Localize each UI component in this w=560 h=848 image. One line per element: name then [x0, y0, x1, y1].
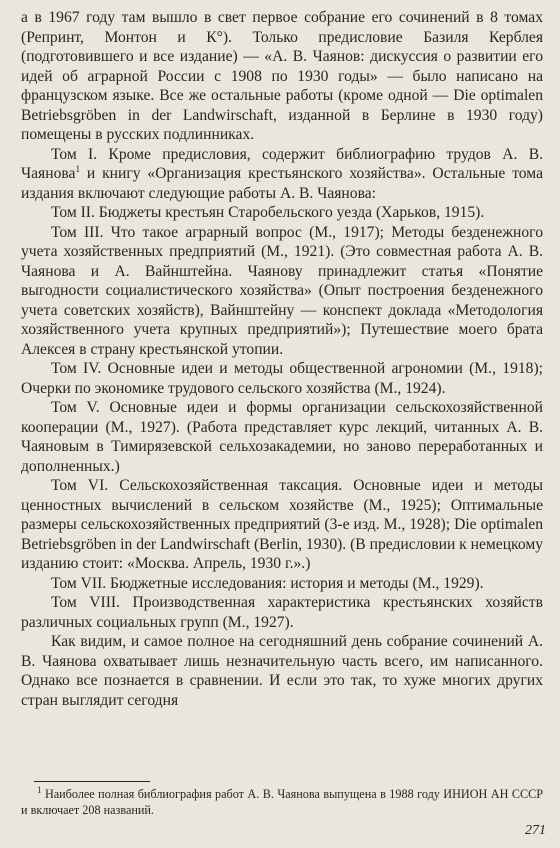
paragraph-conclusion: Как видим, и самое полное на сегодняшний день собрание сочинений А. В. Чаянова охватывает лишь незначительную часть всего, им написанного. Однако все познается в сравнении. И если это так, то хуже многих других стран выглядит сегодня [21, 633, 543, 709]
paragraph-volume-1-start: Том I. Кроме предисловия, содержит библиографию трудов А. В. Чаянова [21, 145, 543, 182]
paragraph-volume-3: Том III. Что такое аграрный вопрос (М., 1917); Методы безденежного учета хозяйственных предприятий (М., 1921). (Это совместная работа А. В. Чаянова и А. Вайнштейна. Чаянову принадлежит статья «Понятие выгодности социалистического хозяйства» (Опыт построения безденежного учета советских хозяйств), Вайнштейну — конспект доклада «Методология хозяйственного учета крупных предприятий»); Путешествие моего брата Алексея в страну крестьянской утопии. [21, 223, 543, 358]
footnote [21, 786, 543, 818]
footnote-mark: 1 [37, 784, 42, 795]
footnote-ref: 1 [75, 163, 80, 174]
paragraph-volume-8: Том VIII. Производственная характеристика крестьянских хозяйств различных социальных групп (М., 1927). [21, 594, 543, 631]
paragraph-volume-1 [21, 145, 543, 204]
footnote-text: Наиболее полная библиография работ А. В. Чаянова выпущена в 1988 году ИНИОН АН СССР и включает 208 названий. [21, 787, 543, 817]
paragraph-volume-4: Том IV. Основные идеи и методы общественной агрономии (М., 1918); Очерки по экономике трудового сельского хозяйства (М., 1924). [21, 360, 543, 397]
paragraph-volume-2: Том II. Бюджеты крестьян Старобельского уезда (Харьков, 1915). [51, 204, 485, 221]
paragraph-volume-1-end: и книгу «Организация крестьянского хозяйства». Остальные тома издания включают следующие работы А. В. Чаянова: [21, 165, 543, 202]
footnote-rule [34, 781, 150, 782]
main-text [21, 8, 543, 710]
page-number: 271 [525, 823, 546, 838]
paragraph-volume-6: Том VI. Сельскохозяйственная таксация. Основные идеи и методы ценностных вычислений в сельском хозяйстве (М., 1925); Оптимальные размеры сельскохозяйственных предприятий (3-е изд. М., 1928); Die optimalen Betriebsgröben in der Landwirschaft (Berlin, 1930). (В предисловии к немецкому изданию стоит: «Москва. Апрель, 1930 г.».) [21, 477, 544, 572]
paragraph-1: а в 1967 году там вышло в свет первое собрание его сочинений в 8 томах (Репринт, Монтон и К°). Только предисловие Базиля Керблея (подготовившего и все издание) — «А. В. Чаянов: дискуссия о развитии его идей об аграрной России с 1908 по 1930 годы» — было написано на французском языке. Все же остальные работы (кроме одной — Die optimalen Betriebsgröben in der Landwirschaft, изданной в Берлине в 1930 году) помещены в русских подлинниках. [21, 9, 543, 143]
paragraph-volume-7: Том VII. Бюджетные исследования: история и методы (М., 1929). [51, 574, 484, 592]
paragraph-volume-5: Том V. Основные идеи и формы организации сельскохозяйственной кооперации (М., 1927). (Работа представляет курс лекций, читанных А. В. Чаяновым в Тимирязевской сельхозакадемии, но заново переработанных и дополненных.) [21, 399, 543, 475]
